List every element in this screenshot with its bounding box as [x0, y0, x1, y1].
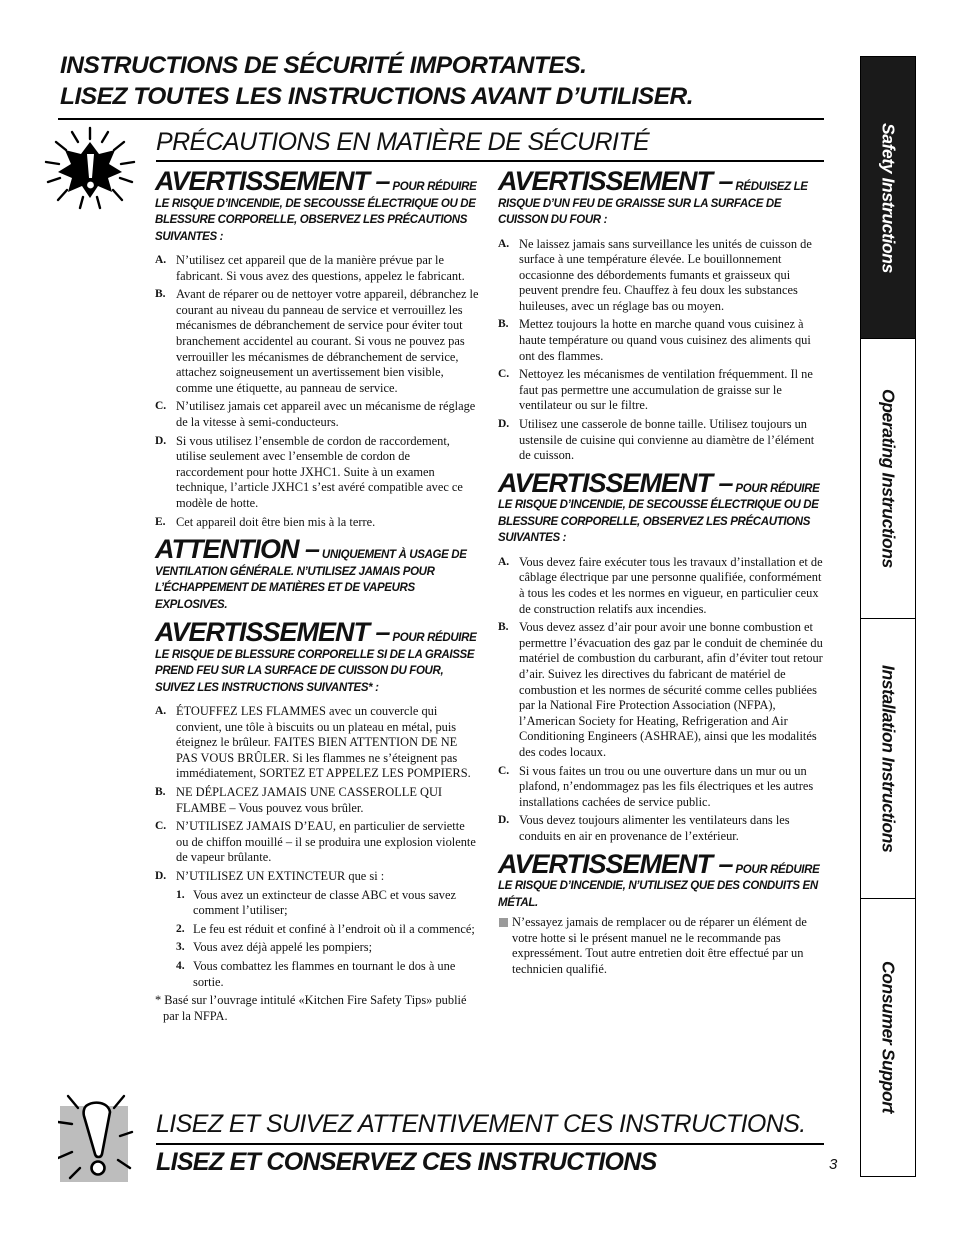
list-item: B. NE DÉPLACEZ JAMAIS UNE CASSEROLLE QUI FLAMBE – Vous pouvez vous brûler.: [155, 785, 443, 815]
warning-subtitle: POUR RÉDUIRE LE RISQUE D’INCENDIE, DE SECOUSSE ÉLECTRIQUE OU DE BLESSURE CORPORELLE, OBSERVEZ LES PRÉCAUTIONS SUIVANTES :: [498, 482, 820, 545]
warning-subtitle: POUR RÉDUIRE LE RISQUE D’INCENDIE, N’UTILISEZ QUE DES CONDUITS EN MÉTAL.: [498, 863, 820, 909]
page-number: 3: [829, 1156, 838, 1173]
warning-title: AVERTISSEMENT –: [498, 166, 733, 196]
list-item: D. Utilisez une casserole de bonne taille. Utilisez toujours un ustensile de cuisine qui convienne au diamètre de l’élément de cuisson.: [498, 417, 815, 463]
warning-subtitle: RÉDUISEZ LE RISQUE D’UN FEU DE GRAISSE SUR LA SURFACE DE CUISSON DU FOUR :: [498, 181, 808, 226]
warning-heading: [498, 848, 824, 912]
list-item: C. N’UTILISEZ JAMAIS D’EAU, en particulier de serviette ou de chiffon mouillé – il se produira une explosion violente de vapeur brûlante.: [155, 819, 476, 865]
list-item: A. N’utilisez cet appareil que de la manière prévue par le fabricant. Si vous avez des questions, appelez le fabricant.: [155, 253, 465, 283]
warning-title: AVERTISSEMENT –: [498, 467, 733, 498]
warning-title: AVERTISSEMENT –: [155, 166, 390, 196]
attention-heading: [155, 536, 480, 613]
footer-line-1: LISEZ ET SUIVEZ ATTENTIVEMENT CES INSTRUCTIONS.: [156, 1110, 806, 1138]
warning-heading: [155, 168, 480, 245]
list-item: E. Cet appareil doit être bien mis à la terre.: [155, 514, 376, 529]
list-item: C. Nettoyez les mécanismes de ventilation fréquemment. Il ne faut pas permettre une accumulation de graisse sur le ventilateur ou sur le filtre.: [498, 367, 813, 413]
read-instructions-icon: [58, 1092, 134, 1184]
list-item: D. Vous devez toujours alimenter les ventilateurs dans les conduits en air en provenance de l’extérieur.: [498, 813, 790, 843]
attention-title: ATTENTION –: [155, 534, 319, 565]
list-item: C. Si vous faites un trou ou une ouverture dans un mur ou un plafond, n’endommagez pas les fils électriques et les autres installations cachées de service public.: [498, 763, 814, 809]
warning-burst-icon: [42, 126, 138, 210]
warning-heading: [155, 619, 480, 696]
sub-list-item: 3. Vous avez déjà appelé les pompiers;: [176, 940, 373, 955]
section-title: PRÉCAUTIONS EN MATIÈRE DE SÉCURITÉ: [156, 128, 650, 156]
side-tabs: [860, 56, 916, 1177]
list-item: A. Vous devez faire exécuter tous les travaux d’installation et de câblage électrique par une personne qualifiée, conformément à tous les codes et les normes en vigueur, en particulier ceux de construction relatifs aux incendies.: [498, 554, 823, 616]
header-rule: [58, 118, 824, 120]
list-item: D. Si vous utilisez l’ensemble de cordon de raccordement, utilise seulement avec l’ensemble de cordon de raccordement pour hotte JXHC1. Suite à un examen technique, l’article JXHC1 s’est avéré compatible avec ce modèle de hotte.: [155, 433, 463, 510]
list-item: C. N’utilisez jamais cet appareil avec un mécanisme de réglage de la vitesse à semi-conducteurs.: [155, 399, 476, 429]
right-column: [498, 168, 824, 977]
list-item: B. Mettez toujours la hotte en marche quand vous cuisinez à haute température ou quand vous cuisinez des aliments qui ont des flammes.: [498, 317, 811, 363]
warning-subtitle: POUR RÉDUIRE LE RISQUE DE BLESSURE CORPORELLE SI DE LA GRAISSE PREND FEU SUR LA SURFACE DE CUISSON DU FOUR, SUIVEZ LES INSTRUCTIONS SUIVANTES* :: [155, 632, 477, 694]
list-item: B. Avant de réparer ou de nettoyer votre appareil, débranchez le courant au niveau du panneau de service et verrouillez les mécanismes de débranchement de service pour éviter tout branchement accidentel au courant. Si vous ne pouvez pas verrouiller les mécanismes de débranchement de service, attachez soigneusement un avertissement bien visible, comme une étiquette, au panneau de service.: [155, 287, 479, 395]
left-column: [155, 168, 480, 1024]
tab-installation-instructions[interactable]: Installation Instructions: [861, 618, 915, 898]
footnote: * Basé sur l’ouvrage intitulé «Kitchen Fire Safety Tips» publié par la NFPA.: [155, 993, 467, 1023]
list-item: B. Vous devez assez d’air pour avoir une bonne combustion et permettre l’évacuation des gaz par le conduit de cheminée du matériel de combustion du carburant, afin d’éviter tout retour d’air. Suivez les directives du fabricant de matériel de combustion et les normes de sécurité comme celles publiées par la National Fire Protection Association (NFPA), l’American Society for Heating, Refrigeration and Air Conditioning Engineers (ASHRAE), ainsi que les modalités des codes locaux.: [498, 620, 823, 759]
tab-consumer-support[interactable]: Consumer Support: [861, 898, 915, 1176]
square-bullet-icon: [499, 918, 508, 927]
warning-heading: [498, 467, 824, 547]
footer-line-2: LISEZ ET CONSERVEZ CES INSTRUCTIONS: [156, 1148, 657, 1176]
footer-rule: [156, 1143, 824, 1145]
section-rule: [156, 160, 824, 162]
sub-list-item: 1. Vous avez un extincteur de classe ABC et vous savez comment l’utiliser;: [176, 887, 457, 918]
tab-operating-instructions[interactable]: Operating Instructions: [861, 338, 915, 618]
tab-safety-instructions[interactable]: Safety Instructions: [861, 57, 915, 338]
warning-title: AVERTISSEMENT –: [155, 617, 390, 648]
list-item: A. Ne laissez jamais sans surveillance les unités de cuisson de surface à une température élevée. Le bouillonnement occasionne des débordements fumants et graisseux qui peuvent prendre feu. Chauffez à feu doux les substances huileuses, avec un réglage bas ou moyen.: [498, 236, 812, 313]
header-line-1: INSTRUCTIONS DE SÉCURITÉ IMPORTANTES.: [60, 52, 587, 79]
warning-title: AVERTISSEMENT –: [498, 848, 733, 879]
list-item: A. ÉTOUFFEZ LES FLAMMES avec un couvercle qui convient, une tôle à biscuits ou un plateau en métal, puis éteignez le brûleur. FAITES BIEN ATTENTION DE NE PAS VOUS BRÛLER. Si les flammes ne s’éteignent pas immédiatement, SORTEZ ET APPELEZ LES POMPIERS.: [155, 704, 471, 781]
sub-list-item: 4. Vous combattez les flammes en tournant le dos à une sortie.: [176, 959, 456, 989]
list-item: D. N’UTILISEZ UN EXTINCTEUR que si :: [155, 869, 385, 884]
warning-subtitle: POUR RÉDUIRE LE RISQUE D’INCENDIE, DE SECOUSSE ÉLECTRIQUE OU DE BLESSURE CORPORELLE, OBSERVEZ LES PRÉCAUTIONS SUIVANTES :: [155, 181, 477, 243]
attention-subtitle: UNIQUEMENT À USAGE DE VENTILATION GÉNÉRALE. N’UTILISEZ JAMAIS POUR L’ÉCHAPPEMENT DE MATIÈRES ET DE VAPEURS EXPLOSIVES.: [155, 549, 467, 611]
header-line-2: LISEZ TOUTES LES INSTRUCTIONS AVANT D’UTILISER.: [60, 83, 694, 110]
bullet-item: N’essayez jamais de remplacer ou de réparer un élément de votre hotte si le présent manuel ne le recommande pas expressément. Tout autre entretien doit être effectué par un technicien qualifié.: [498, 915, 824, 977]
warning-heading: [498, 168, 824, 229]
sub-list-item: 2. Le feu est réduit et confiné à l’endroit où il a commencé;: [176, 921, 475, 936]
